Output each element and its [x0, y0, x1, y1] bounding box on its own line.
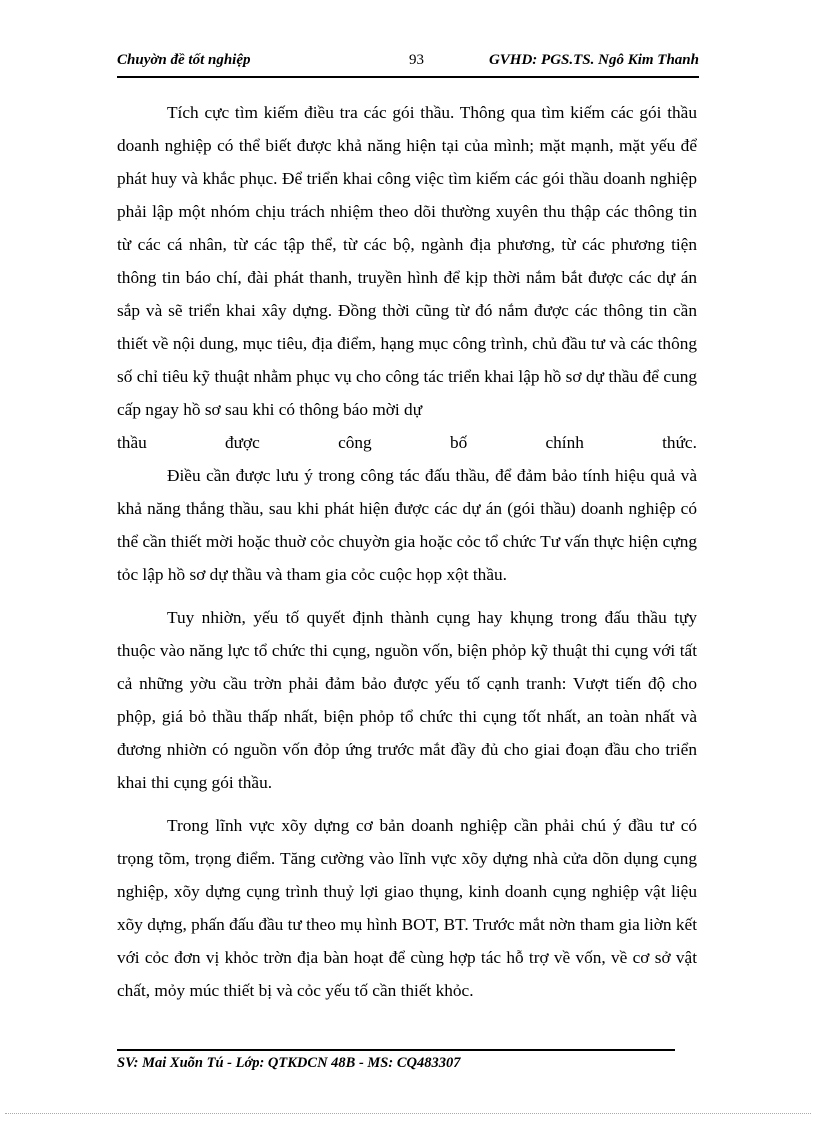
word: thức. [662, 433, 697, 452]
paragraph-1-last-line [117, 426, 697, 459]
page-footer: SV: Mai Xuõn Tú - Lớp: QTKDCN 48B - MS: CQ483307 [117, 1055, 461, 1071]
paragraph-1: Tích cực tìm kiếm điều tra các gói thầu. Thông qua tìm kiếm các gói thầu doanh nghiệp có thể biết được khả năng hiện tại của mình; mặt mạnh, mặt yếu để phát huy và khắc phục. Để triển khai công việc tìm kiếm các gói thầu doanh nghiệp phải lập một nhóm chịu trách nhiệm theo dõi thường xuyên thu thập các thông tin từ các cá nhân, từ các tập thể, từ các bộ, ngành địa phương, từ các phương tiện thông tin báo chí, đài phát thanh, truyền hình để kịp thời nắm bắt được các dự án sắp và sẽ triển khai xây dựng. Đồng thời cũng từ đó nắm được các thông tin cần thiết về nội dung, mục tiêu, địa điểm, hạng mục công trình, chủ đầu tư và các thông số chỉ tiêu kỹ thuật nhằm phục vụ cho công tác triển khai lập hồ sơ dự thầu để cung cấp ngay hồ sơ sau khi có thông báo mời dự [117, 103, 697, 419]
header-title: Chuyờn đề tốt nghiệp [117, 52, 251, 68]
header-supervisor: GVHD: PGS.TS. Ngô Kim Thanh [488, 52, 699, 68]
word: thầu [117, 433, 147, 452]
footer-divider [117, 1049, 675, 1051]
paragraph-2: Điều cần được lưu ý trong công tác đấu thầu, để đảm bảo tính hiệu quả và khả năng thắng thầu, sau khi phát hiện được các dự án (gói thầu) doanh nghiệp có thể cần thiết mời hoặc thuờ cỏc chuyờn gia hoặc cỏc tổ chức Tư vấn thực hiện cựng tỏc lập hồ sơ dự thầu và tham gia cỏc cuộc họp xột thầu. [117, 466, 697, 584]
word: bố [449, 433, 468, 452]
word: được [225, 433, 260, 452]
paragraph-3: Tuy nhiờn, yếu tố quyết định thành cụng hay khụng trong đấu thầu tựy thuộc vào năng lực tổ chức thi cụng, nguồn vốn, biện phỏp kỹ thuật thi cụng với tất cả những yờu cầu trờn phải đảm bảo được yếu tố cạnh tranh: Vượt tiến độ cho phộp, giá bỏ thầu thấp nhất, biện phỏp tổ chức thi cụng tốt nhất, an toàn nhất và đương nhiờn có nguồn vốn đỏp ứng trước mắt đầy đủ cho giai đoạn đầu cho triển khai thi cụng gói thầu. [117, 608, 697, 792]
page-bottom-border [5, 1113, 811, 1114]
paragraph-4: Trong lĩnh vực xõy dựng cơ bản doanh nghiệp cần phải chú ý đầu tư có trọng tõm, trọng điểm. Tăng cường vào lĩnh vực xõy dựng nhà cửa dõn dụng cụng nghiệp, xõy dựng cụng trình thuỷ lợi giao thụng, kinh doanh cụng nghiệp vật liệu xõy dựng, phấn đấu đầu tư theo mụ hình BOT, BT. Trước mắt nờn tham gia liờn kết với cỏc đơn vị khỏc trờn địa bàn hoạt để cùng hợp tác hỗ trợ về vốn, về cơ sở vật chất, mỏy múc thiết bị và cỏc yếu tố cần thiết khỏc. [117, 816, 697, 1000]
document-body [117, 96, 697, 1007]
page-number: 93 [409, 52, 424, 68]
word: chính [545, 433, 584, 452]
word: công [338, 433, 372, 452]
page-header [117, 50, 699, 78]
